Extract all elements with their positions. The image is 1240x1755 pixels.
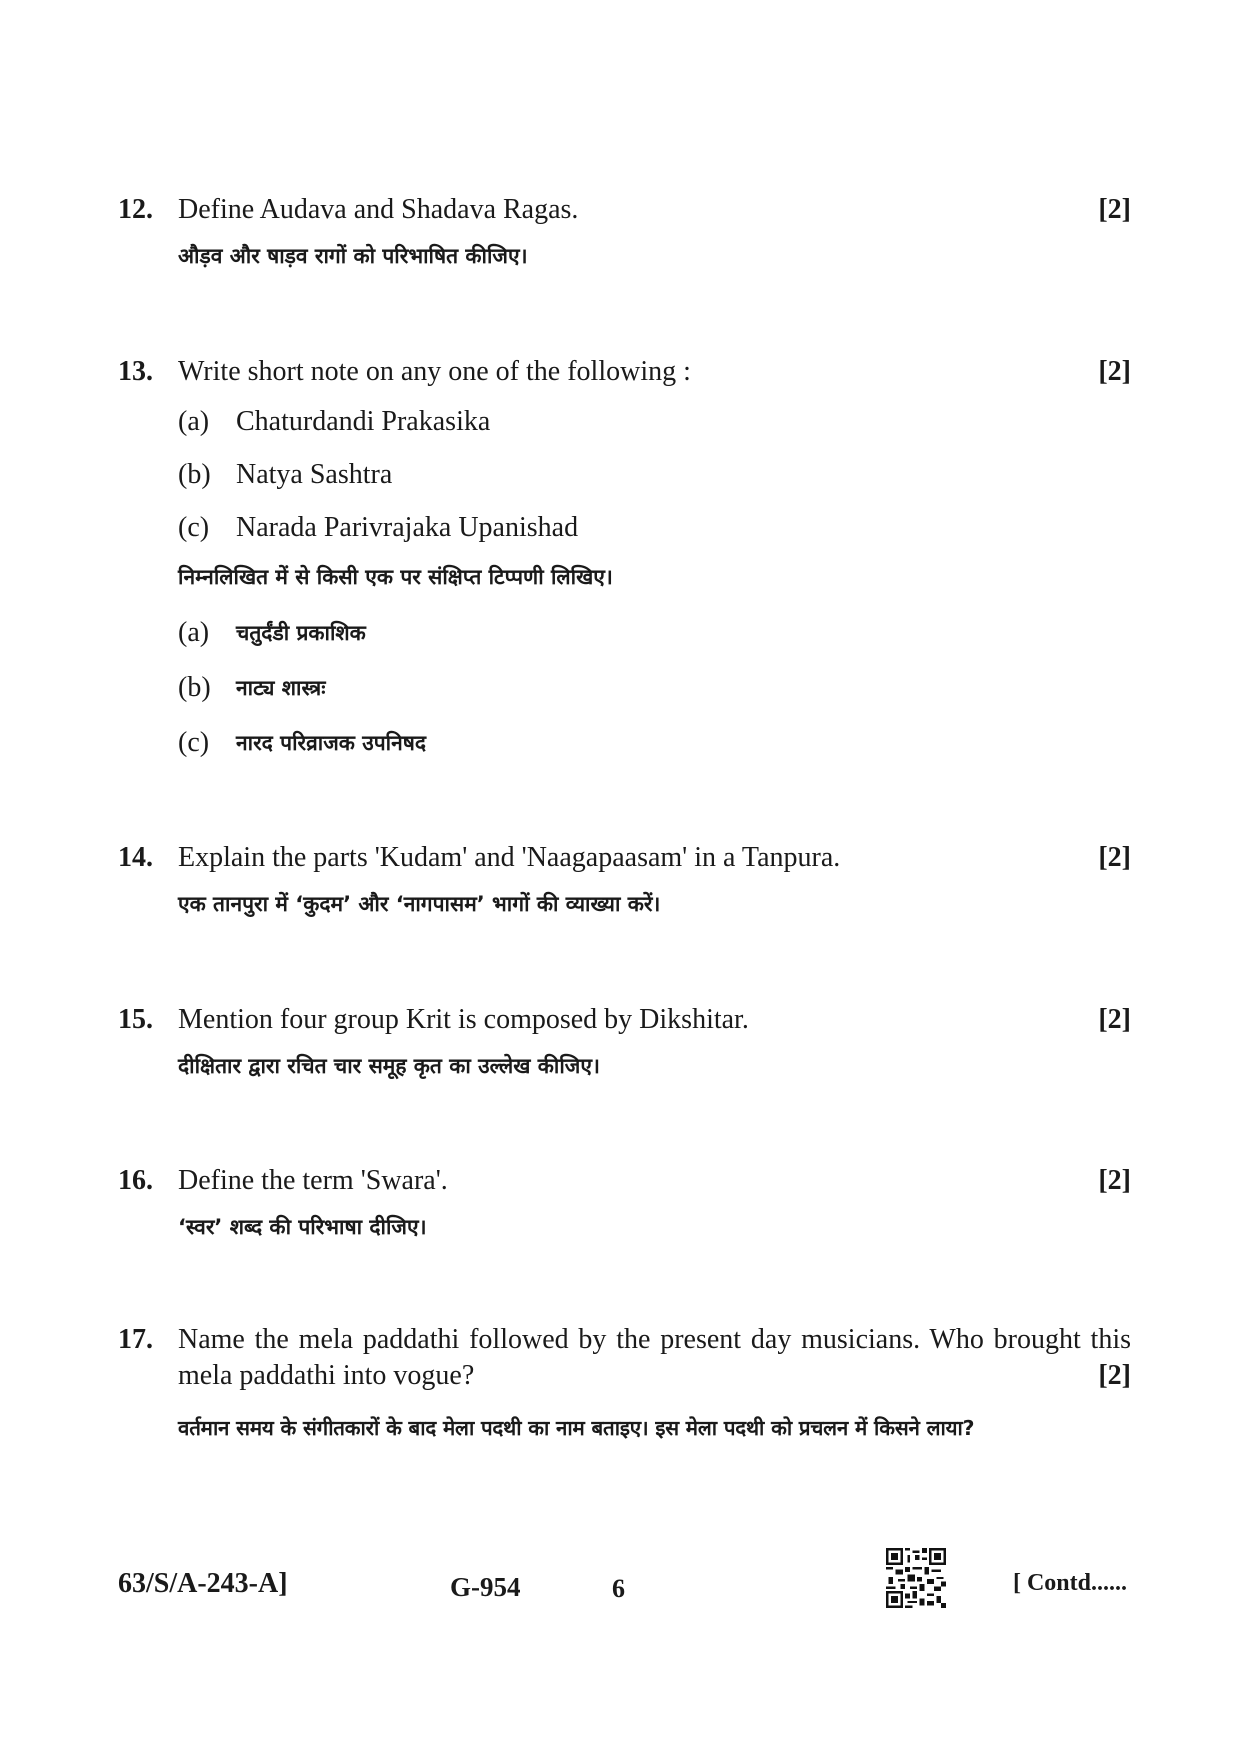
option-letter: (a)	[178, 617, 210, 648]
question-text: Define Audava and Shadava Ragas.	[178, 194, 579, 225]
question-17	[118, 1322, 1131, 1444]
question-hindi: निम्नलिखित में से किसी एक पर संक्षिप्त टिप्पणी लिखिए।	[178, 565, 613, 589]
question-13	[118, 352, 1131, 778]
question-hindi: वर्तमान समय के संगीतकारों के बाद मेला पदथी का नाम बताइए। इस मेला पदथी को प्रचलन में किसने लाया?	[178, 1416, 975, 1440]
question-text: Name the mela paddathi followed by the present day musicians. Who brought this mela paddathi into vogue?	[178, 1324, 1131, 1391]
options-english	[178, 402, 1131, 561]
option-text: Natya Sashtra	[236, 459, 393, 490]
question-number: 17.	[118, 1324, 153, 1355]
question-marks: [2]	[1098, 356, 1131, 387]
option-item	[178, 613, 1131, 668]
option-letter: (c)	[178, 512, 210, 543]
footer-code: 63/S/A-243-A]	[118, 1568, 288, 1599]
question-number: 14.	[118, 842, 153, 873]
question-number: 15.	[118, 1004, 153, 1035]
question-12	[118, 190, 1131, 272]
option-letter: (b)	[178, 459, 211, 490]
footer-page-number: 6	[612, 1574, 625, 1603]
question-text: Mention four group Krit is composed by Dikshitar.	[178, 1004, 749, 1035]
option-item	[178, 508, 1131, 561]
option-item	[178, 402, 1131, 455]
question-marks: [2]	[1098, 1165, 1131, 1196]
question-text: Explain the parts 'Kudam' and 'Naagapaasam' in a Tanpura.	[178, 842, 841, 873]
option-text: नाट्य शास्त्रः	[236, 676, 326, 700]
question-marks: [2]	[1098, 1360, 1131, 1391]
question-number: 12.	[118, 194, 153, 225]
question-hindi: ‘स्वर’ शब्द की परिभाषा दीजिए।	[178, 1215, 427, 1239]
footer-contd: [ Contd......	[1012, 1570, 1127, 1596]
footer-series: G-954	[450, 1572, 521, 1602]
option-item	[178, 455, 1131, 508]
question-hindi: एक तानपुरा में ‘कुदम’ और ‘नागपासम’ भागों की व्याख्या करें।	[178, 892, 661, 916]
question-hindi: औड़व और षाड़व रागों को परिभाषित कीजिए।	[178, 244, 528, 268]
question-15	[118, 1000, 1131, 1082]
question-14	[118, 838, 1131, 920]
question-marks: [2]	[1098, 1004, 1131, 1035]
qr-code-icon	[886, 1547, 946, 1609]
option-text: Narada Parivrajaka Upanishad	[236, 512, 579, 543]
option-item	[178, 723, 1131, 778]
question-number: 13.	[118, 356, 153, 387]
option-text: चतुर्दंडी प्रकाशिक	[236, 621, 366, 645]
option-text: नारद परिव्राजक उपनिषद	[236, 731, 427, 755]
question-text: Define the term 'Swara'.	[178, 1165, 448, 1196]
option-letter: (a)	[178, 406, 210, 437]
question-16	[118, 1161, 1131, 1243]
question-number: 16.	[118, 1165, 153, 1196]
question-marks: [2]	[1098, 842, 1131, 873]
options-hindi	[178, 613, 1131, 778]
question-text: Write short note on any one of the following :	[178, 356, 691, 387]
option-letter: (c)	[178, 727, 210, 758]
question-hindi: दीक्षितार द्वारा रचित चार समूह कृत का उल्लेख कीजिए।	[178, 1054, 600, 1078]
question-marks: [2]	[1098, 194, 1131, 225]
option-text: Chaturdandi Prakasika	[236, 406, 491, 437]
option-item	[178, 668, 1131, 723]
option-letter: (b)	[178, 672, 211, 703]
